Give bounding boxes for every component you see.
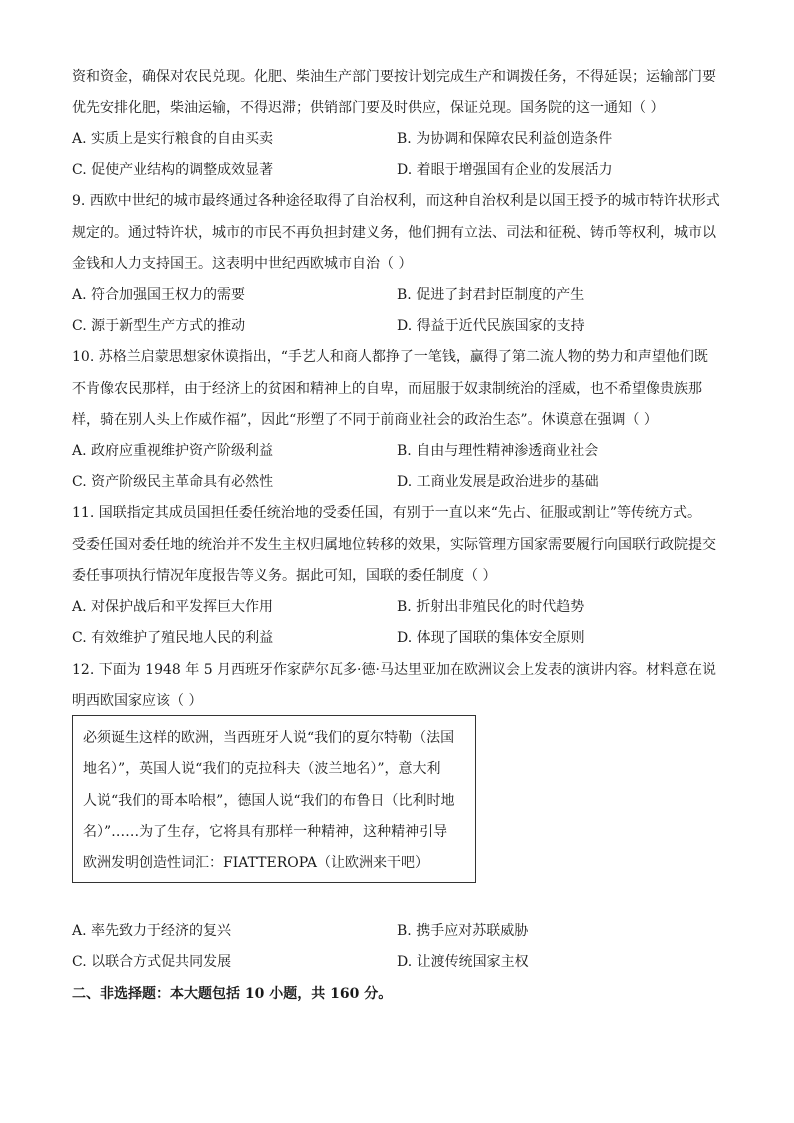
question-10-stem-line-2: 不肯像农民那样，由于经济上的贫困和精神上的自卑，而屈服于奴隶制统治的淫威，也不希望像贵族那 <box>72 381 702 397</box>
question-11-option-c: C. 有效维护了殖民地人民的利益 <box>72 630 274 646</box>
section-heading: 二、非选择题：本大题包括 10 小题，共 160 分。 <box>72 986 393 1002</box>
question-11-stem-line-1: 11. 国联指定其成员国担任委任统治地的受委任国，有别于一直以来“先占、征服或割让”等传统方式。 <box>72 505 702 521</box>
question-10-stem-line-1: 10. 苏格兰启蒙思想家休谟指出，“手艺人和商人都挣了一笔钱，赢得了第二流人物的势力和声望他们既 <box>72 349 708 365</box>
question-9-stem-line-3: 金钱和人力支持国王。这表明中世纪西欧城市自治（ ） <box>72 256 413 272</box>
question-10-option-b: B. 自由与理性精神渗透商业社会 <box>397 443 599 459</box>
question-9-option-d: D. 得益于近代民族国家的支持 <box>397 318 585 334</box>
question-8-stem-line-1: 资和资金，确保对农民兑现。化肥、柴油生产部门要按计划完成生产和调拨任务，不得延误；运输部门要 <box>72 69 716 85</box>
question-12-option-d: D. 让渡传统国家主权 <box>397 954 529 970</box>
quote-line-3: 人说“我们的哥本哈根”，德国人说“我们的布鲁日（比利时地 <box>83 793 455 809</box>
quote-box <box>72 715 476 883</box>
quote-line-4: 名）”……为了生存，它将具有那样一种精神，这种精神引导 <box>83 824 448 840</box>
question-12-option-a: A. 率先致力于经济的复兴 <box>72 923 232 939</box>
question-9-stem-line-2: 规定的。通过特许状，城市的市民不再负担封建义务，他们拥有立法、司法和征税、铸币等权利，城市以 <box>72 225 716 241</box>
question-8-option-c: C. 促使产业结构的调整成效显著 <box>72 162 274 178</box>
question-8-stem-line-2: 优先安排化肥，柴油运输，不得迟滞；供销部门要及时供应，保证兑现。国务院的这一通知（ ） <box>72 100 665 116</box>
question-9-option-c: C. 源于新型生产方式的推动 <box>72 318 246 334</box>
question-10-option-c: C. 资产阶级民主革命具有必然性 <box>72 474 274 490</box>
question-10-stem-line-3: 样，骑在别人头上作威作福”，因此“形塑了不同于前商业社会的政治生态”。休谟意在强调（ ） <box>72 412 658 428</box>
quote-line-5: 欧洲发明创造性词汇：FIATTEROPA（让欧洲来干吧） <box>83 855 430 871</box>
question-8-option-d: D. 着眼于增强国有企业的发展活力 <box>397 162 613 178</box>
question-11-stem-line-2: 受委任国对委任地的统治并不发生主权归属地位转移的效果，实际管理方国家需要履行向国联行政院提交 <box>72 537 716 553</box>
question-10-option-a: A. 政府应重视维护资产阶级利益 <box>72 443 274 459</box>
quote-line-2: 地名）”，英国人说“我们的克拉科夫（波兰地名）”，意大利 <box>83 761 441 777</box>
question-12-stem-line-1: 12. 下面为 1948 年 5 月西班牙作家萨尔瓦多·德·马达里亚加在欧洲议会上发表的演讲内容。材料意在说 <box>72 662 716 678</box>
question-12-stem-line-2: 明西欧国家应该（ ） <box>72 693 203 709</box>
question-12-option-b: B. 携手应对苏联威胁 <box>397 923 529 939</box>
question-9-option-a: A. 符合加强国王权力的需要 <box>72 287 246 303</box>
question-9-stem-line-1: 9. 西欧中世纪的城市最终通过各种途径取得了自治权利，而这种自治权利是以国王授予的城市特许状形式 <box>72 193 720 209</box>
question-11-option-d: D. 体现了国联的集体安全原则 <box>397 630 585 646</box>
question-11-option-a: A. 对保护战后和平发挥巨大作用 <box>72 599 274 615</box>
question-10-option-d: D. 工商业发展是政治进步的基础 <box>397 474 599 490</box>
question-11-option-b: B. 折射出非殖民化的时代趋势 <box>397 599 585 615</box>
quote-line-1: 必须诞生这样的欧洲，当西班牙人说“我们的夏尔特勒（法国 <box>83 730 455 746</box>
question-8-option-b: B. 为协调和保障农民利益创造条件 <box>397 131 613 147</box>
question-11-stem-line-3: 委任事项执行情况年度报告等义务。据此可知，国联的委任制度（ ） <box>72 568 497 584</box>
question-8-option-a: A. 实质上是实行粮食的自由买卖 <box>72 131 274 147</box>
question-12-option-c: C. 以联合方式促共同发展 <box>72 954 232 970</box>
question-9-option-b: B. 促进了封君封臣制度的产生 <box>397 287 585 303</box>
